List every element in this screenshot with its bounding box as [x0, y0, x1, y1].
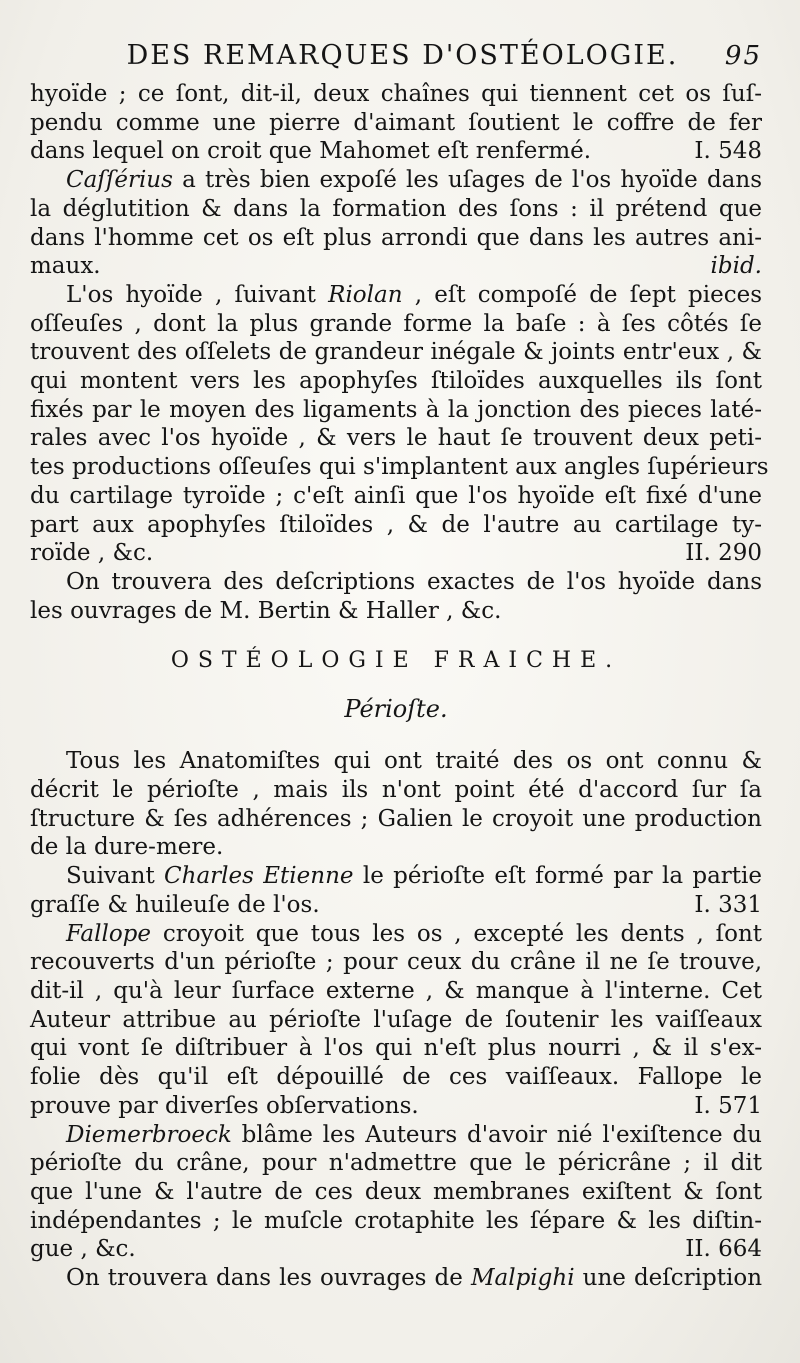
- text-line: que l'une & l'autre de ces deux membranes exiſtent & ſont: [30, 1178, 762, 1205]
- text-line: folie dès qu'il eſt dépouillé de ces vaiſſeaux. Fallope le: [30, 1064, 762, 1091]
- text-line: fixés par le moyen des ligaments à la jonction des pieces laté-: [30, 396, 762, 423]
- text-span: Suivant: [66, 863, 165, 890]
- text-span: On trouvera dans les ouvrages de: [66, 1265, 471, 1292]
- text-line: graſſe & huileuſe de l'os.: [30, 891, 320, 918]
- text-line: décrit le périoſte , mais ils n'ont point été d'accord ſur ſa: [30, 777, 762, 804]
- author-name: Diemerbroeck: [66, 1121, 232, 1148]
- text-line: ſtructure & ſes adhérences ; Galien le croyoit une production: [30, 805, 762, 832]
- text-line: prouve par diverſes obſervations.: [30, 1092, 419, 1119]
- paragraph-malpighi: [30, 1264, 762, 1293]
- text-line: hyoïde ; ce ſont, dit-il, deux chaînes qui tiennent cet os ſuſ-: [30, 81, 762, 107]
- text-line: Tous les Anatomiſtes qui ont traité des os ont connu &: [66, 748, 762, 775]
- subsection-heading: Périoſte.: [344, 695, 448, 724]
- text-line: pendu comme une pierre d'aimant ſoutient le coffre de fer: [30, 109, 762, 136]
- citation-reference: I. 548: [694, 138, 762, 165]
- author-name: Charles Etienne: [164, 863, 354, 890]
- text-line: [30, 1264, 762, 1293]
- citation-reference: II. 290: [685, 540, 762, 567]
- paragraph-charles-etienne: [30, 862, 762, 919]
- text-line: périoſte du crâne, pour n'admettre que le péricrâne ; il dit: [30, 1150, 762, 1177]
- text-line: qui vont ſe diſtribuer à l'os qui n'eſt plus nourri , & il s'ex-: [30, 1035, 762, 1062]
- author-name: Riolan: [328, 281, 403, 308]
- text-line-with-reference: [30, 252, 762, 281]
- text-line: dans l'homme cet os eſt plus arrondi que dans les autres ani-: [30, 224, 762, 251]
- text-line: de la dure-mere.: [30, 834, 224, 861]
- text-line: part aux apophyſes ſtiloïdes , & de l'autre au cartilage ty-: [30, 511, 762, 538]
- paragraph-hyoide-continued: [30, 80, 762, 166]
- author-name: Malpighi: [470, 1265, 575, 1292]
- paragraph-diemerbroeck: [30, 1121, 762, 1265]
- section-heading: OSTÉOLOGIE FRAICHE.: [170, 648, 622, 674]
- text-line: qui montent vers les apophyſes ſtiloïdes auxquelles ils ſont: [30, 368, 762, 395]
- text-line-with-reference: [30, 539, 762, 568]
- text-line: du cartilage tyroïde ; c'eſt ainſi que l'os hyoïde eſt fixé d'une: [30, 482, 762, 509]
- paragraph-riolan: [30, 281, 769, 568]
- text-line-with-reference: [30, 1235, 762, 1264]
- running-title: DES REMARQUES D'OSTÉOLOGIE.: [126, 40, 679, 71]
- text-line: rales avec l'os hyoïde , & vers le haut ſe trouvent deux peti-: [30, 425, 762, 452]
- text-line: les ouvrages de M. Bertin & Haller , &c.: [30, 597, 502, 624]
- paragraph-bertin-haller: [30, 568, 762, 625]
- page-number: 95: [724, 41, 762, 71]
- text-span: le périoſte eſt formé par la partie: [353, 863, 763, 890]
- text-line: Auteur attribue au périoſte l'uſage de ſoutenir les vaiſſeaux: [30, 1006, 762, 1033]
- text-line: recouverts d'un périoſte ; pour ceux du crâne il ne ſe trouve,: [30, 949, 762, 976]
- text-line: trouvent des oſſelets de grandeur inégale & joints entr'eux , &: [30, 339, 762, 366]
- body-text: [30, 80, 769, 1293]
- text-line-with-reference: [30, 137, 762, 166]
- text-span: une deſcription: [574, 1265, 763, 1292]
- text-line-with-reference: [30, 1092, 762, 1121]
- paragraph-fallope: [30, 920, 762, 1121]
- author-name: Caſſérius: [66, 167, 173, 194]
- text-line: roïde , &c.: [30, 540, 154, 567]
- text-span: L'os hyoïde , ſuivant: [66, 281, 329, 308]
- text-line: dit-il , qu'à leur ſurface externe , & manque à l'interne. Cet: [30, 977, 762, 1004]
- text-line: dans lequel on croit que Mahomet eſt renfermé.: [30, 138, 592, 165]
- text-line: oſſeuſes , dont la plus grande forme la baſe : à ſes côtés ſe: [30, 310, 762, 337]
- text-line: la déglutition & dans la formation des ſons : il prétend que: [30, 195, 762, 222]
- text-line: indépendantes ; le muſcle crotaphite les ſépare & les diſtin-: [30, 1207, 762, 1234]
- paragraph-anatomistes: [30, 747, 762, 862]
- text-line: [30, 1121, 762, 1150]
- text-line: gue , &c.: [30, 1236, 136, 1263]
- text-span: blâme les Auteurs d'avoir nié l'exiſtence du: [231, 1121, 762, 1148]
- text-line: [30, 166, 762, 195]
- paragraph-casserius: [30, 166, 762, 281]
- text-span: a très bien expoſé les uſages de l'os hyoïde dans: [172, 167, 762, 194]
- citation-reference: II. 664: [685, 1236, 762, 1263]
- text-line-with-reference: [30, 891, 762, 920]
- text-line: maux.: [30, 253, 101, 280]
- text-line: [30, 920, 762, 949]
- text-line: On trouvera des deſcriptions exactes de l'os hyoïde dans: [66, 568, 762, 595]
- text-line: tes productions oſſeuſes qui s'implantent aux angles ſupérieurs: [30, 454, 769, 481]
- text-line: [30, 281, 762, 310]
- author-name: Fallope: [66, 920, 152, 947]
- running-head: [30, 40, 762, 80]
- citation-reference: ibid.: [710, 253, 762, 280]
- text-span: , eſt compoſé de ſept pieces: [402, 281, 763, 308]
- citation-reference: I. 331: [694, 891, 762, 918]
- citation-reference: I. 571: [694, 1092, 762, 1119]
- text-line: [30, 862, 762, 891]
- text-span: croyoit que tous les os , excepté les dents , ſont: [151, 920, 762, 947]
